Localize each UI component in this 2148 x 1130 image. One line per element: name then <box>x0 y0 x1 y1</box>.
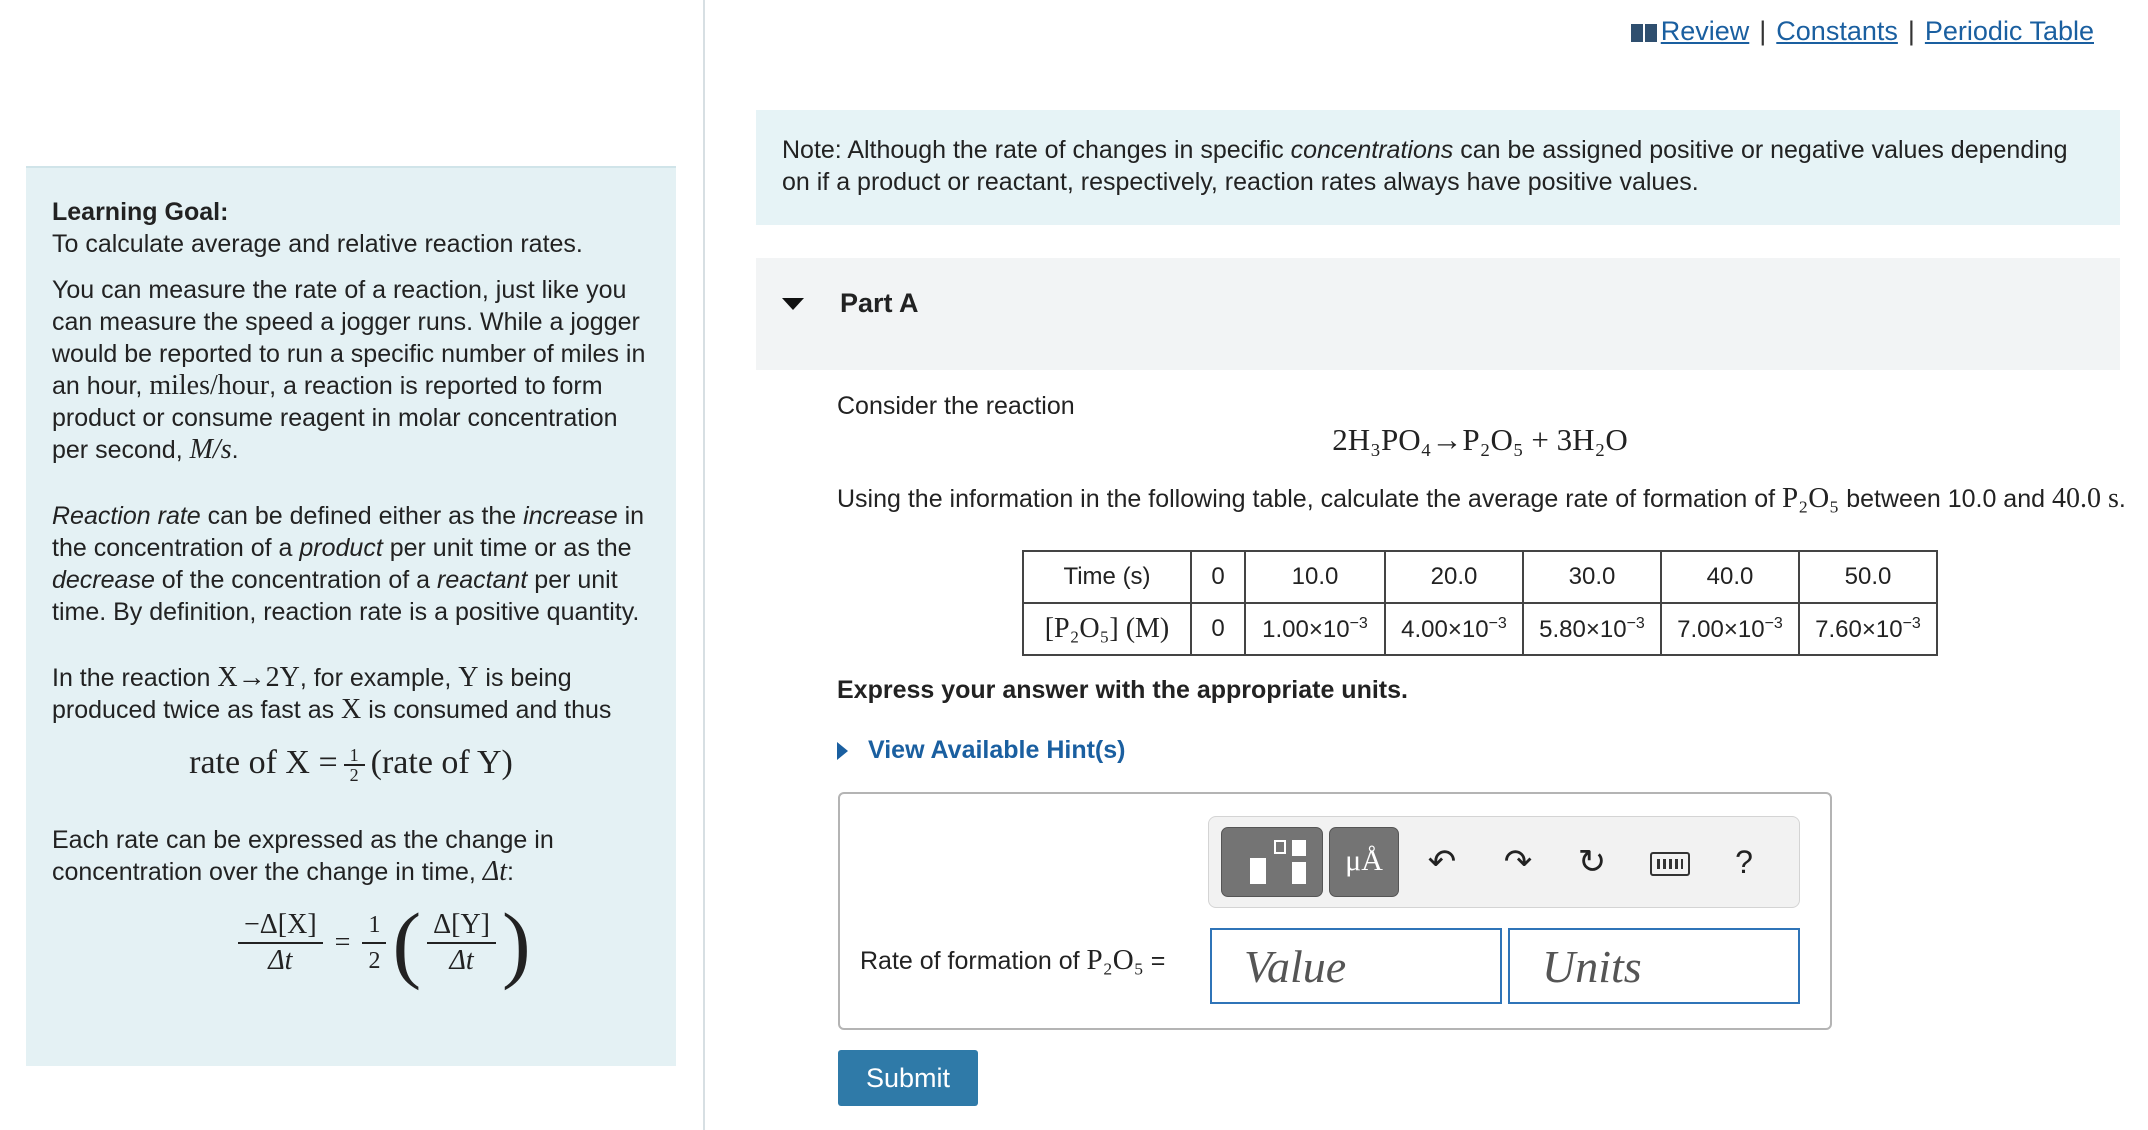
eq1-den: 2 <box>349 765 359 785</box>
ex-text-2: , for example, <box>299 664 459 692</box>
table-cell: Time (s) <box>1023 551 1191 603</box>
note-concentrations: concentrations <box>1290 136 1454 164</box>
eq1-num: 1 <box>344 746 365 766</box>
table-cell <box>1799 603 1937 655</box>
def-text-5: per unit time. By definition, reaction rate is a positive quantity. <box>52 566 640 626</box>
cell-exponent: −3 <box>1349 614 1368 632</box>
delta-colon: : <box>507 858 514 886</box>
question-species: P₂O₅ <box>1781 482 1840 514</box>
answer-label-species: P₂O₅ <box>1086 944 1144 976</box>
table-cell: 50.0 <box>1799 551 1937 603</box>
help-icon[interactable]: ? <box>1735 844 1753 880</box>
eq1-fraction <box>344 746 365 784</box>
review-link[interactable]: Review <box>1660 16 1750 46</box>
term-decrease: decrease <box>52 566 155 594</box>
ex-y: Y <box>458 662 479 693</box>
question-text-1: Using the information in the following table, calculate the average rate of formation of <box>837 485 1782 513</box>
eq2-num-x: −Δ[X] <box>238 908 323 944</box>
cell-exponent: −3 <box>1626 614 1645 632</box>
reaction-equation: 2H₃PO₄→P₂O₅ + 3H₂O <box>1332 422 1628 457</box>
cell-mantissa: 1.00×10 <box>1262 615 1350 643</box>
note-text-2: can be assigned positive or negative values depending on if a product or reactant, respectively, reaction rates always have positive values. <box>782 136 2068 196</box>
data-table <box>1022 550 1938 656</box>
constants-link[interactable]: Constants <box>1776 16 1898 46</box>
term-reaction-rate: Reaction rate <box>52 502 201 530</box>
cell-mantissa: 7.00×10 <box>1677 615 1765 643</box>
note-text-1: Note: Although the rate of changes in specific <box>782 136 1291 164</box>
eq2-left-paren: ( <box>392 895 422 991</box>
reset-icon[interactable]: ↻ <box>1577 843 1607 881</box>
hints-label: View Available Hint(s) <box>868 736 1126 764</box>
link-separator: | <box>1759 16 1767 46</box>
eq2-num-y: Δ[Y] <box>427 908 496 944</box>
rate-fraction-equation <box>232 895 650 991</box>
definition-paragraph <box>52 500 650 628</box>
undo-icon[interactable]: ↶ <box>1427 843 1457 881</box>
delta-text: Each rate can be expressed as the change in concentration over the change in time, <box>52 826 554 886</box>
eq2-den-x: Δt <box>268 945 293 976</box>
answer-label-equals: = <box>1143 947 1166 975</box>
question-text-3: . <box>2118 485 2126 513</box>
table-row <box>1023 551 1937 603</box>
term-reactant: reactant <box>437 566 528 594</box>
table-cell: 30.0 <box>1523 551 1661 603</box>
eq1-right: (rate of Y) <box>370 743 513 781</box>
eq1-left: rate of X = <box>189 743 338 781</box>
eq2-right-paren: ) <box>501 895 531 991</box>
caret-right-icon <box>837 742 848 760</box>
learning-goal-panel <box>26 166 676 1066</box>
table-row <box>1023 603 1937 655</box>
link-separator: | <box>1907 16 1915 46</box>
cell-mantissa: 7.60×10 <box>1815 615 1903 643</box>
question-time: 40.0 s <box>2051 483 2119 514</box>
table-cell <box>1385 603 1523 655</box>
intro-text-1: You can measure the rate of a reaction, just like you can measure the speed a jogger runs. While a jogger would be reported to run a specific number of miles in an hour, <box>52 276 646 400</box>
def-text-4: of the concentration of a <box>154 566 437 594</box>
eq2-num-half: 1 <box>362 908 386 944</box>
table-cell <box>1523 603 1661 655</box>
intro-text-2: , a reaction is reported to form product or consume reagent in molar concentration per second, <box>52 372 618 464</box>
example-paragraph <box>52 662 650 726</box>
cell-mantissa: 4.00×10 <box>1401 615 1489 643</box>
book-icon <box>1631 24 1657 42</box>
question-text <box>837 482 2127 516</box>
term-increase: increase <box>523 502 618 530</box>
unit-molar-per-second: M/s <box>189 434 232 465</box>
table-cell: 20.0 <box>1385 551 1523 603</box>
answer-label <box>860 944 1165 977</box>
templates-button[interactable] <box>1221 827 1323 897</box>
delta-paragraph <box>52 824 650 888</box>
periodic-table-link[interactable]: Periodic Table <box>1924 16 2094 46</box>
table-cell: 0 <box>1191 551 1245 603</box>
caret-down-icon[interactable] <box>782 298 804 310</box>
express-instruction: Express your answer with the appropriate units. <box>837 676 1408 704</box>
units-input[interactable] <box>1508 928 1800 1004</box>
table-cell: 10.0 <box>1245 551 1385 603</box>
unit-miles-hour: miles/hour <box>149 370 270 401</box>
resource-links <box>1631 16 2094 47</box>
note-box <box>756 110 2120 225</box>
cell-exponent: −3 <box>1488 614 1507 632</box>
cell-exponent: −3 <box>1902 614 1921 632</box>
def-text-1: can be defined either as the <box>200 502 524 530</box>
view-hints-link[interactable] <box>837 736 1125 765</box>
ex-reaction: X→2Y <box>217 662 300 693</box>
table-cell <box>1661 603 1799 655</box>
ex-text-1: In the reaction <box>52 664 218 692</box>
consider-text: Consider the reaction <box>837 392 1075 420</box>
def-text-3: per unit time or as the <box>382 534 632 562</box>
value-input[interactable] <box>1210 928 1502 1004</box>
eq2-den-y: Δt <box>449 945 474 976</box>
term-product: product <box>299 534 383 562</box>
cell-exponent: −3 <box>1764 614 1783 632</box>
delta-t: Δt <box>482 856 508 887</box>
eq2-frac-x <box>238 908 323 978</box>
table-cell: [P₂O₅] (M) <box>1023 603 1191 655</box>
learning-goal-text: To calculate average and relative reaction rates. <box>52 230 583 258</box>
learning-goal-heading: Learning Goal: <box>52 198 229 226</box>
eq2-equals: = <box>334 927 351 958</box>
rate-relation-equation <box>52 743 650 785</box>
def-text-2: in the concentration of a <box>52 502 645 562</box>
intro-text-3: . <box>231 436 239 464</box>
keyboard-icon[interactable] <box>1645 837 1695 887</box>
units-symbol-button[interactable]: μÅ <box>1329 827 1399 897</box>
question-text-2: between 10.0 and <box>1839 485 2052 513</box>
panel-divider <box>703 0 705 1130</box>
answer-toolbar <box>1208 816 1800 908</box>
eq2-den-half: 2 <box>368 948 381 974</box>
eq2-frac-y <box>427 908 496 978</box>
table-cell: 40.0 <box>1661 551 1799 603</box>
submit-button[interactable]: Submit <box>838 1050 978 1106</box>
part-title: Part A <box>840 288 919 318</box>
eq2-frac-half <box>362 908 386 978</box>
ex-x: X <box>341 694 362 725</box>
table-cell <box>1245 603 1385 655</box>
ex-text-4: is consumed and thus <box>361 696 612 724</box>
cell-mantissa: 5.80×10 <box>1539 615 1627 643</box>
redo-icon[interactable]: ↷ <box>1503 843 1533 881</box>
answer-box <box>838 792 1832 1030</box>
answer-label-text: Rate of formation of <box>860 947 1087 975</box>
ex-text-3: is being produced twice as fast as <box>52 664 572 724</box>
part-a-header[interactable] <box>756 258 2120 370</box>
table-cell: 0 <box>1191 603 1245 655</box>
